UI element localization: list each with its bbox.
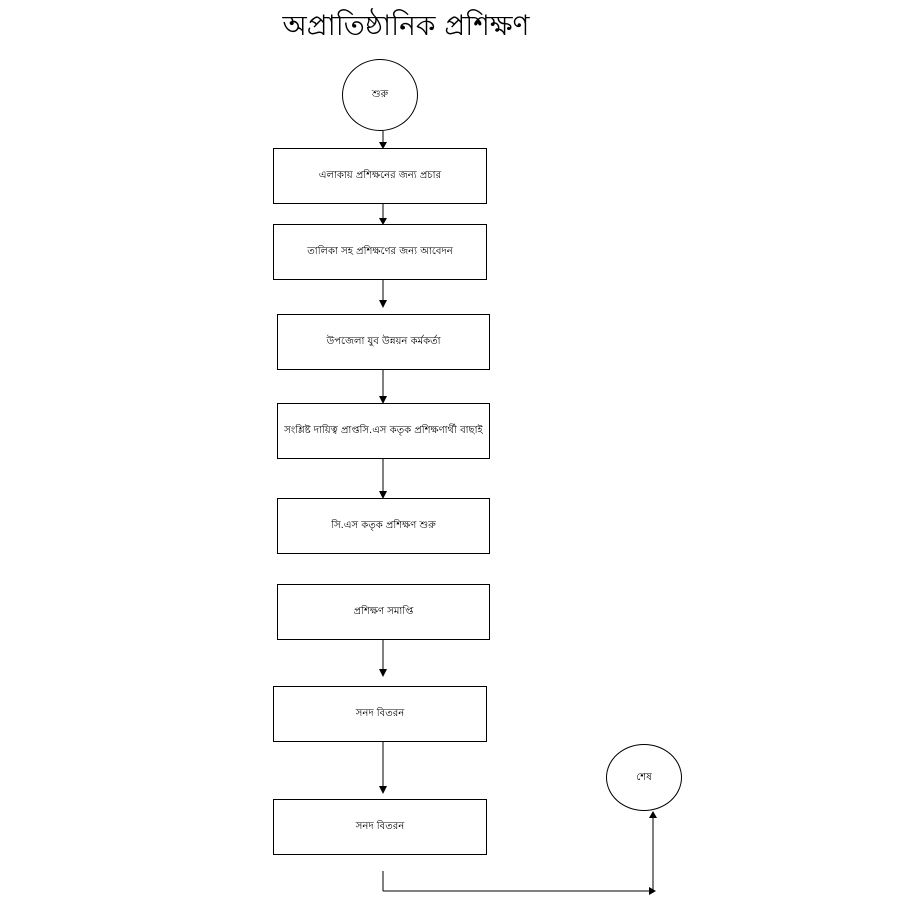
step-4-box: সংশ্লিষ্ট দায়িত্ব প্রাপ্তসি.এস কতৃক প্রশিক্ষণার্থী বাছাই	[277, 403, 490, 459]
step-2-box: তালিকা সহ প্রশিক্ষণের জন্য আবেদন	[273, 224, 487, 280]
start-node: শুরু	[342, 59, 418, 131]
end-node: শেষ	[606, 744, 682, 811]
step-7-box: সনদ বিতরন	[273, 686, 487, 742]
diagram-title: অপ্রাতিষ্ঠানিক প্রশিক্ষণ	[282, 9, 530, 42]
step-5-box: সি.এস কতৃক প্রশিক্ষণ শুরু	[277, 498, 490, 554]
step-6-box: প্রশিক্ষণ সমাপ্তি	[277, 584, 490, 640]
step-1-box: এলাকায় প্রশিক্ষনের জন্য প্রচার	[273, 148, 487, 204]
step-8-box: সনদ বিতরন	[273, 799, 487, 855]
arrowhead-step-8	[379, 786, 387, 794]
step-3-box: উপজেলা যুব উন্নয়ন কর্মকর্তা	[277, 314, 490, 370]
arrowhead-end	[649, 811, 657, 818]
arrowhead-step-7	[379, 669, 387, 677]
arrowhead-step-3	[379, 300, 387, 308]
